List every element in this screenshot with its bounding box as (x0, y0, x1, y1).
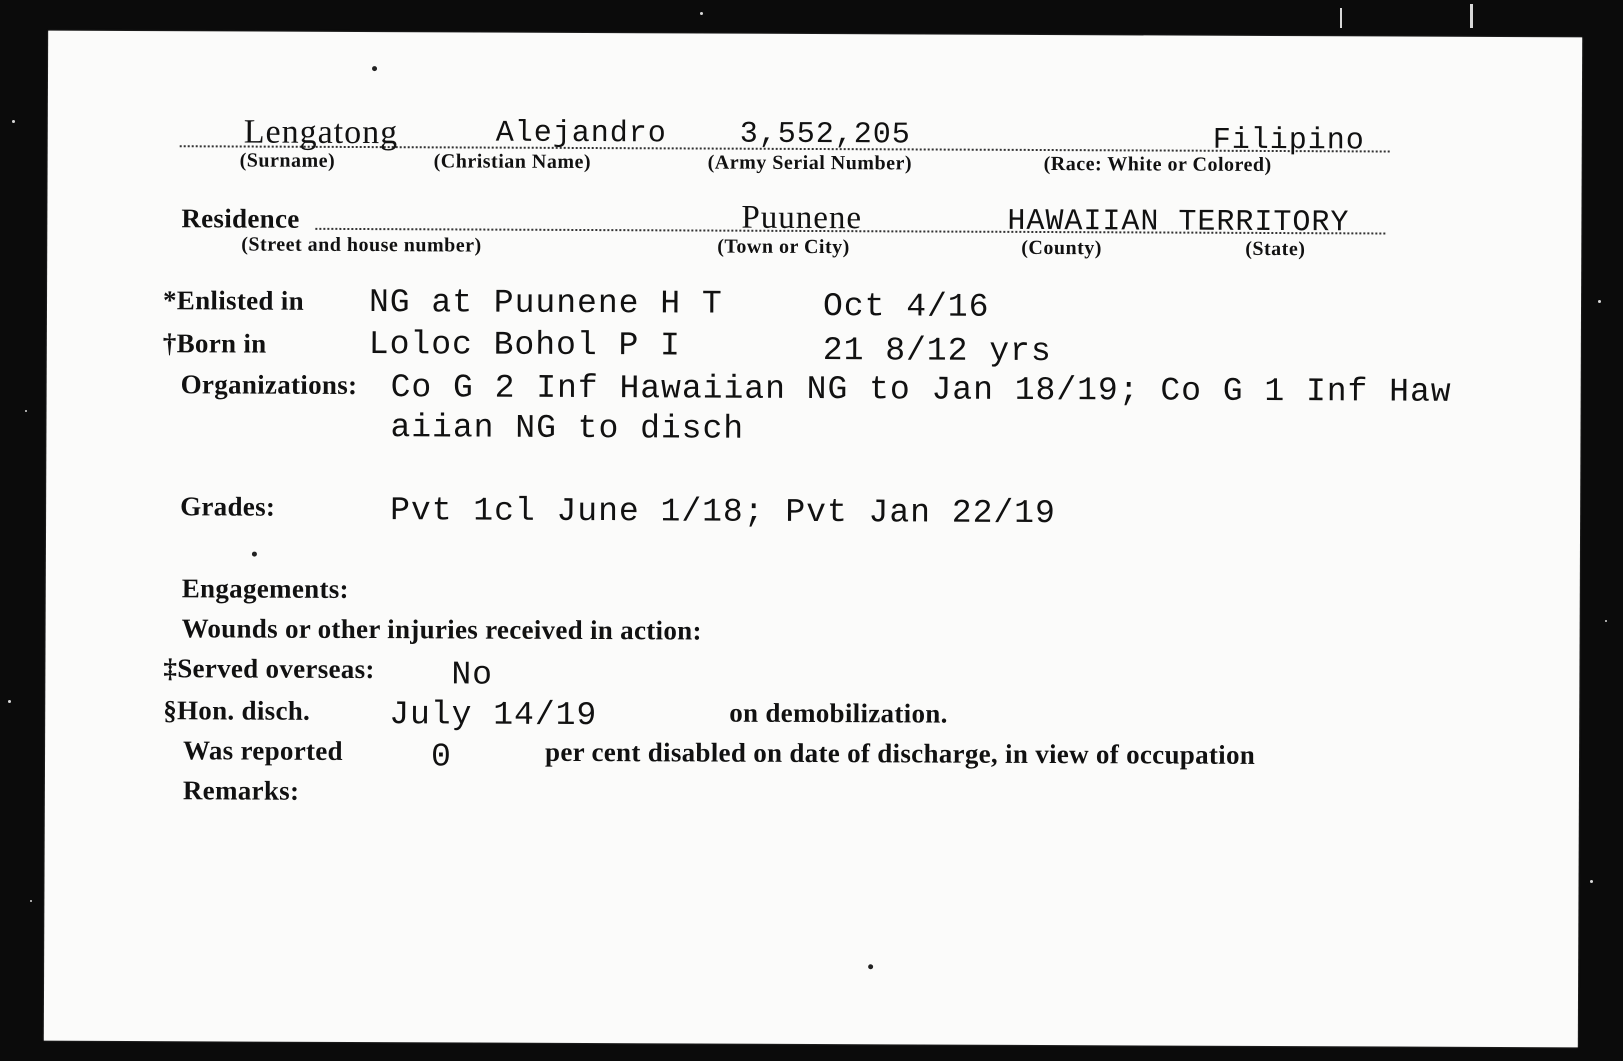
disability-suffix: per cent disabled on date of discharge, in view of occupation (545, 736, 1256, 770)
service-record-card (44, 31, 1582, 1048)
born-label: †Born in (162, 328, 267, 359)
residence-county-value: HAWAIIAN TERRITORY (1007, 204, 1350, 241)
enlisted-label: *Enlisted in (162, 285, 305, 316)
caption-christian-name: (Christian Name) (433, 150, 592, 174)
scan-noise (8, 700, 11, 703)
engagements-label: Engagements: (181, 573, 349, 604)
remarks-label: Remarks: (182, 775, 300, 806)
scan-noise (1598, 300, 1601, 303)
ink-dot (252, 552, 257, 557)
discharge-label: §Hon. disch. (163, 695, 311, 726)
scan-noise (12, 120, 15, 123)
organizations-line-2: aiian NG to disch (390, 409, 745, 448)
born-place: Loloc Bohol P I (368, 326, 681, 365)
scan-noise (1340, 8, 1342, 28)
serial-number-value: 3,552,205 (739, 117, 911, 153)
served-overseas-label: ‡Served overseas: (163, 653, 375, 685)
residence-label: Residence (181, 203, 300, 234)
enlisted-place: NG at Puunene H T (368, 284, 723, 323)
disability-label: Was reported (183, 735, 343, 766)
organizations-line-1: Co G 2 Inf Hawaiian NG to Jan 18/19; Co G 1 Inf Haw (390, 369, 1452, 411)
discharge-date: July 14/19 (389, 696, 598, 735)
scan-noise (1470, 4, 1473, 28)
ink-dot (372, 66, 377, 71)
scan-noise (25, 410, 27, 412)
wounds-label: Wounds or other injuries received in action: (181, 613, 702, 646)
caption-town: (Town or City) (717, 235, 850, 259)
caption-surname: (Surname) (239, 149, 336, 172)
scan-noise (700, 12, 703, 15)
born-age: 21 8/12 yrs (822, 332, 1052, 371)
race-value: Filipino (1212, 123, 1365, 159)
surname-value: Lengatong (243, 113, 399, 152)
ink-dot (868, 964, 873, 969)
caption-street: (Street and house number) (241, 233, 482, 257)
residence-town-value: Puunene (741, 199, 863, 237)
organizations-label: Organizations: (180, 369, 358, 401)
disability-value: 0 (430, 738, 452, 776)
scan-noise (1590, 880, 1593, 883)
enlisted-date: Oct 4/16 (822, 288, 990, 326)
discharge-suffix: on demobilization. (729, 697, 948, 729)
scan-noise (30, 900, 32, 902)
caption-state: (State) (1245, 237, 1306, 261)
grades-label: Grades: (180, 491, 276, 522)
grades-value: Pvt 1cl June 1/18; Pvt Jan 22/19 (390, 492, 1056, 533)
scan-noise (1605, 620, 1607, 622)
served-overseas-value: No (451, 656, 494, 694)
caption-race: (Race: White or Colored) (1043, 153, 1272, 176)
christian-name-value: Alejandro (495, 116, 667, 152)
caption-serial-number: (Army Serial Number) (707, 151, 913, 175)
caption-county: (County) (1021, 236, 1102, 260)
